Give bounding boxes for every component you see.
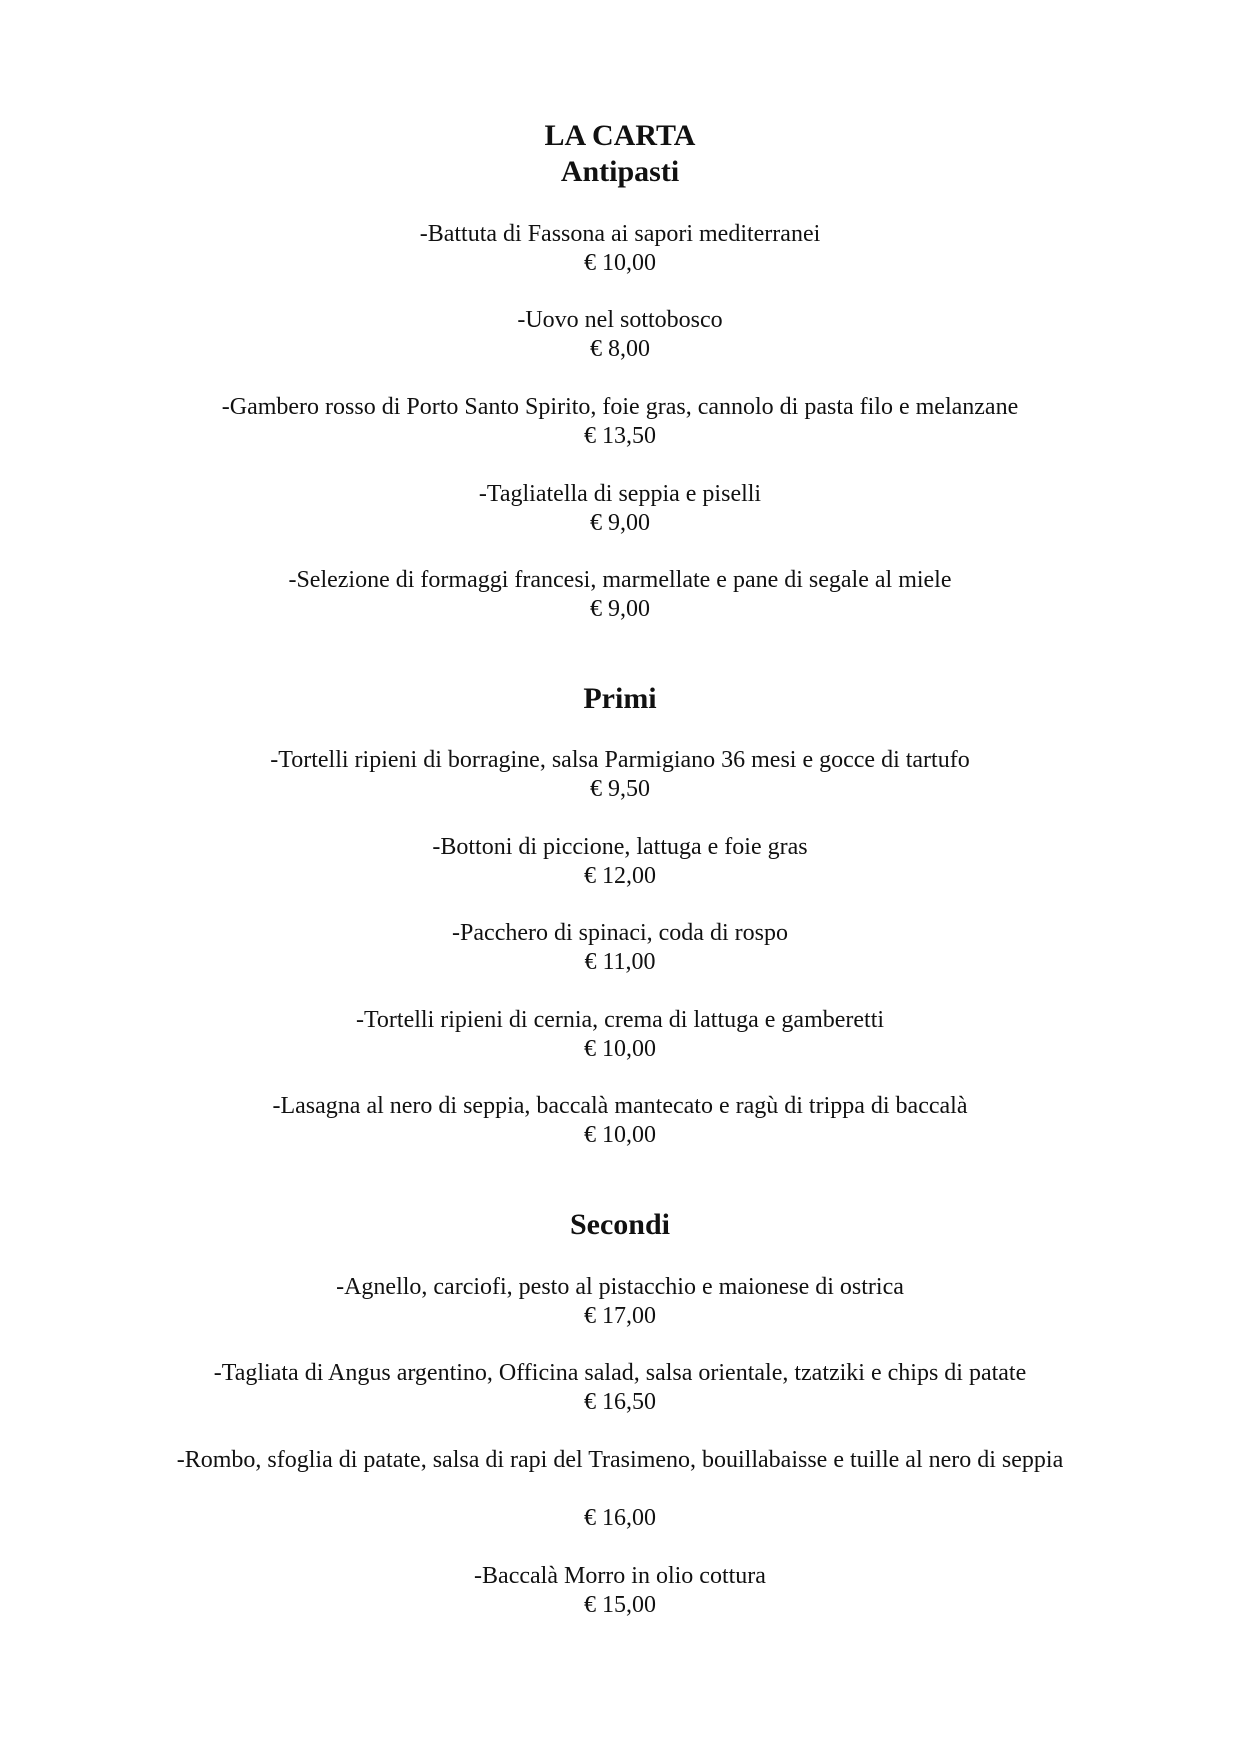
- menu-item-price: € 8,00: [590, 336, 650, 362]
- menu-item-price: € 9,50: [590, 776, 650, 802]
- menu-item-name: -Baccalà Morro in olio cottura: [474, 1563, 766, 1589]
- menu-item-name: -Agnello, carciofi, pesto al pistacchio e maionese di ostrica: [336, 1274, 904, 1300]
- menu-item-price: € 12,00: [584, 863, 656, 889]
- menu-item-price: € 17,00: [584, 1303, 656, 1329]
- menu-item-price: € 9,00: [590, 510, 650, 536]
- menu-item-name: -Tagliatella di seppia e piselli: [478, 481, 762, 507]
- menu-item-name: -Rombo, sfoglia di patate, salsa di rapi del Trasimeno, bouillabaisse e tuille al nero di seppia: [176, 1447, 1064, 1473]
- section-heading-secondi: Secondi: [569, 1208, 671, 1241]
- section-heading-antipasti: Antipasti: [560, 155, 680, 188]
- menu-item-name: -Bottoni di piccione, lattuga e foie gras: [432, 834, 808, 860]
- section-heading-primi: Primi: [583, 682, 657, 715]
- menu-item-price: € 10,00: [584, 250, 656, 276]
- menu-item-price: € 16,50: [584, 1389, 656, 1415]
- menu-item-name: -Lasagna al nero di seppia, baccalà mantecato e ragù di trippa di baccalà: [272, 1093, 968, 1119]
- menu-item-price: € 16,00: [584, 1505, 656, 1531]
- menu-item-price: € 9,00: [590, 596, 650, 622]
- menu-title: LA CARTA: [544, 119, 696, 152]
- menu-item-price: € 15,00: [584, 1592, 656, 1618]
- menu-item-name: -Battuta di Fassona ai sapori mediterranei: [419, 221, 821, 247]
- menu-item-price: € 13,50: [584, 423, 656, 449]
- menu-item-price: € 10,00: [584, 1122, 656, 1148]
- menu-item-price: € 11,00: [584, 949, 656, 975]
- menu-item-name: -Tortelli ripieni di cernia, crema di lattuga e gamberetti: [355, 1007, 885, 1033]
- menu-item-name: -Pacchero di spinaci, coda di rospo: [452, 920, 788, 946]
- menu-item-name: -Selezione di formaggi francesi, marmellate e pane di segale al miele: [288, 567, 952, 593]
- menu-item-name: -Tortelli ripieni di borragine, salsa Parmigiano 36 mesi e gocce di tartufo: [270, 747, 970, 773]
- menu-item-name: -Uovo nel sottobosco: [517, 307, 723, 333]
- menu-item-name: -Gambero rosso di Porto Santo Spirito, foie gras, cannolo di pasta filo e melanzane: [221, 394, 1019, 420]
- menu-item-price: € 10,00: [584, 1036, 656, 1062]
- menu-item-name: -Tagliata di Angus argentino, Officina salad, salsa orientale, tzatziki e chips di patate: [213, 1360, 1027, 1386]
